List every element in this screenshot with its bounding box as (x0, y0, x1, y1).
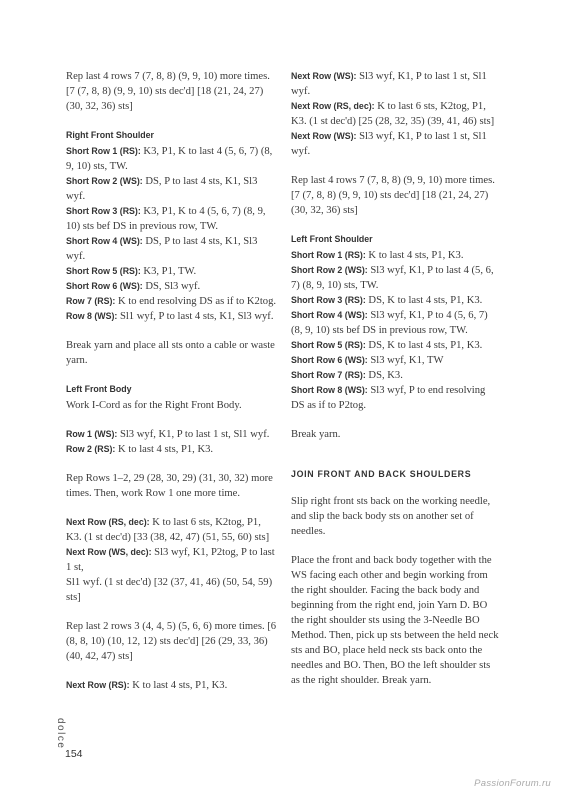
instruction-row (291, 69, 501, 99)
row-label: Next Row (WS): (291, 71, 357, 81)
row-label: Short Row 4 (WS): (66, 236, 143, 246)
instruction-row (66, 294, 278, 309)
row-text: K to end resolving DS as if to K2tog. (115, 296, 277, 307)
row-label: Next Row (RS, dec): (291, 101, 375, 111)
left-column (66, 69, 278, 693)
instruction-row (66, 678, 278, 693)
row-text: DS, K3. (365, 370, 403, 381)
instruction-row (291, 308, 501, 338)
paragraph: Rep last 4 rows 7 (7, 8, 8) (9, 9, 10) more times. [7 (7, 8, 8) (9, 9, 10) sts dec'd] [18 (21, 24, 27) (30, 32, 36) sts] (291, 175, 495, 216)
row-label: Next Row (RS): (66, 680, 130, 690)
instruction-row (66, 144, 278, 174)
instruction-rows (66, 515, 278, 605)
instruction-row (291, 99, 501, 129)
row-label: Short Row 5 (RS): (66, 266, 141, 276)
instruction-row (66, 264, 278, 279)
row-label: Next Row (RS, dec): (66, 517, 150, 527)
row-text: K3, P1, K to last 4 (5, 6, 7) (8, 9, 10) sts, TW. (66, 146, 273, 172)
row-text: Sl3 wyf, K1, TW (367, 355, 444, 366)
row-text: K3, P1, K to 4 (5, 6, 7) (8, 9, 10) sts bef DS in previous row, TW. (66, 206, 266, 232)
right-column (291, 69, 501, 702)
paragraph: Rep last 4 rows 7 (7, 8, 8) (9, 9, 10) more times. [7 (7, 8, 8) (9, 9, 10) sts dec'd] [18 (21, 24, 27) (30, 32, 36) sts] (66, 71, 270, 112)
instruction-row (291, 248, 501, 263)
row-label: Row 7 (RS): (66, 296, 116, 306)
instruction-row (291, 368, 501, 383)
instruction-rows (66, 427, 278, 457)
row-text: Sl3 wyf, K1, P to last 1 st, Sl1 wyf. (291, 71, 487, 97)
instruction-row (66, 442, 278, 457)
instruction-row (66, 174, 278, 204)
instruction-row (291, 129, 501, 159)
row-text: K3, P1, TW. (140, 266, 197, 277)
instruction-rows (66, 144, 278, 324)
row-label: Short Row 8 (WS): (291, 385, 368, 395)
row-text: Sl3 wyf, K1, P to 4 (5, 6, 7) (8, 9, 10) sts bef DS in previous row, TW. (291, 310, 488, 336)
row-label: Short Row 1 (RS): (66, 146, 141, 156)
paragraph: Place the front and back body together with the WS facing each other and begin working from the right shoulder. Facing the back body and beginning from the right end, join Yarn D. BO the right shoulder sts using the 3-Needle BO Method. Then, pick up sts between the held neck sts and BO, place held neck sts back onto the needles and BO. Then, BO the left shoulder sts as the right shoulder. Break yarn. (291, 555, 499, 686)
paragraph: Work I-Cord as for the Right Front Body. (66, 400, 242, 411)
row-text: Sl3 wyf, K1, P2tog, P to last 1 st, (66, 547, 275, 573)
instruction-row (291, 338, 501, 353)
row-label: Short Row 3 (RS): (66, 206, 141, 216)
row-text: K to last 4 sts, P1, K3. (365, 250, 464, 261)
row-text: Sl3 wyf, K1, P to last 4 (5, 6, 7) (8, 9, 10) sts, TW. (291, 265, 494, 291)
instruction-row (66, 427, 278, 442)
watermark: PassionForum.ru (474, 778, 551, 789)
row-text: Sl1 wyf, P to last 4 sts, K1, Sl3 wyf. (117, 311, 274, 322)
instruction-row (291, 383, 501, 413)
row-text: Sl3 wyf, K1, P to last 1 st, Sl1 wyf. (117, 429, 270, 440)
row-text: DS, P to last 4 sts, K1, Sl3 wyf. (66, 236, 258, 262)
section-heading-left-front-shoulder: Left Front Shoulder (291, 234, 373, 244)
section-heading-join-shoulders: JOIN FRONT AND BACK SHOULDERS (291, 469, 472, 479)
paragraph: Slip right front sts back on the working needle, and slip the back body sts on another set of needles. (291, 496, 491, 537)
row-label: Row 8 (WS): (66, 311, 118, 321)
row-label: Next Row (WS): (291, 131, 357, 141)
row-label: Short Row 5 (RS): (291, 340, 366, 350)
section-heading-right-front-shoulder: Right Front Shoulder (66, 130, 154, 140)
instruction-row (66, 234, 278, 264)
paragraph: Break yarn and place all sts onto a cable or waste yarn. (66, 340, 275, 366)
row-text: Sl3 wyf, K1, P to last 1 st, Sl1 wyf. (291, 131, 487, 157)
row-text: Sl3 wyf, P to end resolving DS as if to P2tog. (291, 385, 486, 411)
paragraph: Rep Rows 1–2, 29 (28, 30, 29) (31, 30, 32) more times. Then, work Row 1 one more time. (66, 473, 273, 499)
row-label: Short Row 2 (WS): (291, 265, 368, 275)
instruction-row (291, 293, 501, 308)
instruction-row (66, 279, 278, 294)
instruction-row-continued: Sl1 wyf. (1 st dec'd) [32 (37, 41, 46) (50, 54, 59) sts] (66, 577, 273, 603)
section-heading-left-front-body: Left Front Body (66, 384, 132, 394)
instruction-rows (291, 248, 501, 413)
instruction-row (291, 353, 501, 368)
paragraph: Rep last 2 rows 3 (4, 4, 5) (5, 6, 6) more times. [6 (8, 8, 10) (10, 12, 12) sts dec'd] [26 (29, 33, 36) (40, 42, 47) sts] (66, 621, 277, 662)
instruction-row (66, 515, 278, 545)
row-label: Short Row 4 (WS): (291, 310, 368, 320)
instruction-row (66, 309, 278, 324)
row-text: K to last 4 sts, P1, K3. (129, 680, 228, 691)
instruction-row (291, 263, 501, 293)
row-text: K to last 6 sts, K2tog, P1, K3. (1 st dec'd) [25 (28, 32, 35) (39, 41, 46) sts] (291, 101, 495, 127)
page-number: 154 (65, 748, 83, 760)
row-text: K to last 6 sts, K2tog, P1, K3. (1 st dec'd) [33 (38, 42, 47) (51, 55, 60) sts] (66, 517, 270, 543)
row-text: DS, K to last 4 sts, P1, K3. (365, 340, 483, 351)
row-text: DS, K to last 4 sts, P1, K3. (365, 295, 483, 306)
row-label: Next Row (WS, dec): (66, 547, 152, 557)
row-label: Short Row 6 (WS): (291, 355, 368, 365)
row-label: Short Row 7 (RS): (291, 370, 366, 380)
row-label: Short Row 2 (WS): (66, 176, 143, 186)
row-text: DS, Sl3 wyf. (142, 281, 201, 292)
row-label: Row 2 (RS): (66, 444, 116, 454)
instruction-row (66, 545, 278, 575)
instruction-row (66, 204, 278, 234)
row-text: K to last 4 sts, P1, K3. (115, 444, 214, 455)
row-label: Row 1 (WS): (66, 429, 118, 439)
row-text: DS, P to last 4 sts, K1, Sl3 wyf. (66, 176, 258, 202)
paragraph: Break yarn. (291, 429, 341, 440)
instruction-rows (291, 69, 501, 159)
side-label: dolce (55, 718, 66, 750)
row-label: Short Row 6 (WS): (66, 281, 143, 291)
row-label: Short Row 3 (RS): (291, 295, 366, 305)
row-label: Short Row 1 (RS): (291, 250, 366, 260)
